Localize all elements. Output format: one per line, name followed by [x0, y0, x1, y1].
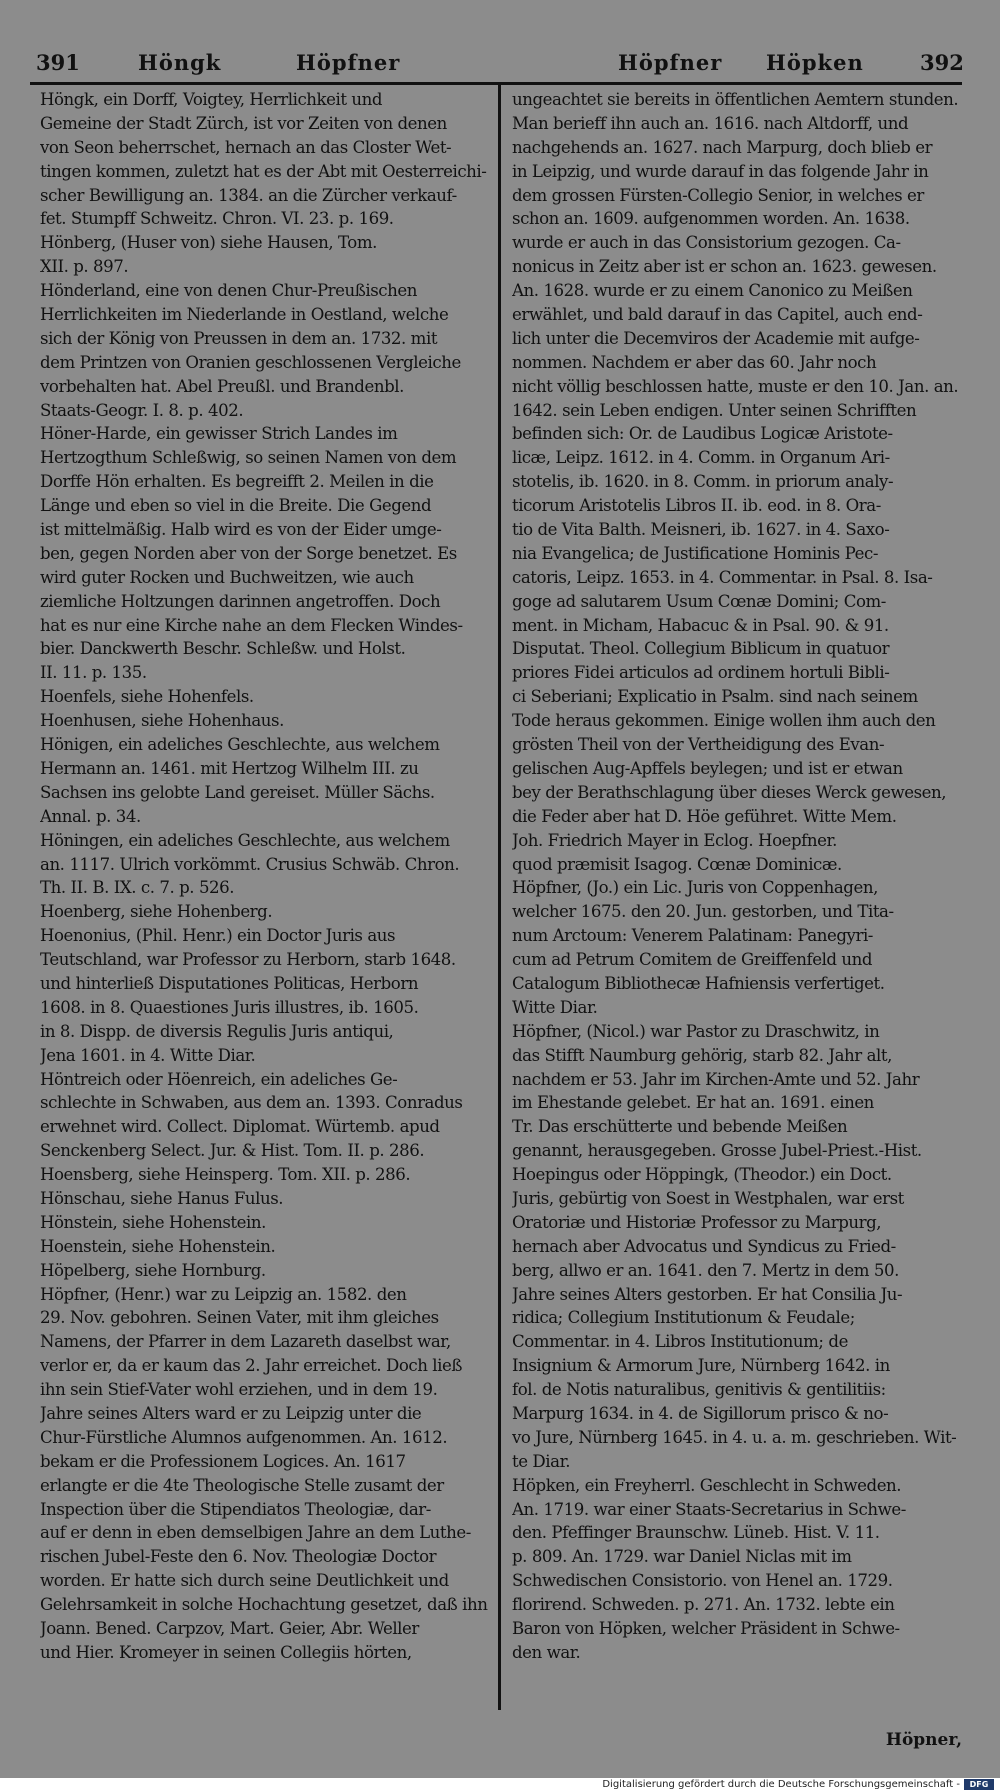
text-line: p. 809. An. 1729. war Daniel Niclas mit im: [512, 1547, 852, 1567]
text-line: schon an. 1609. aufgenommen worden. An. 1638.: [512, 209, 910, 229]
text-line: Namens, der Pfarrer in dem Lazareth daselbst war,: [40, 1332, 451, 1352]
column-divider: [498, 84, 501, 1710]
text-line: Man berieff ihn auch an. 1616. nach Altdorff, und: [512, 113, 909, 133]
text-line: Höningen, ein adeliches Geschlechte, aus welchem: [40, 830, 450, 850]
text-line: Juris, gebürtig von Soest in Westphalen, war erst: [512, 1188, 904, 1208]
text-line: Insignium & Armorum Jure, Nürnberg 1642. in: [512, 1356, 890, 1376]
text-line: den. Pfeffinger Braunschw. Lüneb. Hist. V. 11.: [512, 1523, 880, 1543]
text-line: das Stifft Naumburg gehörig, starb 82. Jahr alt,: [512, 1045, 892, 1065]
text-line: im Ehestande gelebet. Er hat an. 1691. einen: [512, 1093, 874, 1113]
text-line: tio de Vita Balth. Meisneri, ib. 1627. in 4. Saxo-: [512, 520, 890, 540]
text-line: Dorffe Hön erhalten. Es begreifft 2. Meilen in die: [40, 472, 434, 492]
text-line: welcher 1675. den 20. Jun. gestorben, und Tita-: [512, 902, 894, 922]
text-line: ziemliche Holtzungen darinnen angetroffen. Doch: [40, 591, 441, 611]
text-line: nonicus in Zeitz aber ist er schon an. 1623. gewesen.: [512, 257, 937, 277]
text-line: hat es nur eine Kirche nahe an dem Flecken Windes-: [40, 615, 463, 635]
text-line: und hinterließ Disputationes Politicas, Herborn: [40, 973, 419, 993]
text-line: nicht völlig beschlossen hatte, muste er den 10. Jan. an.: [512, 376, 959, 396]
text-line: ungeachtet sie bereits in öffentlichen Aemtern stunden.: [512, 90, 959, 109]
text-line: an. 1117. Ulrich vorkömmt. Crusius Schwäb. Chron.: [40, 854, 460, 874]
text-line: Schwedischen Consistorio. von Henel an. 1729.: [512, 1571, 893, 1591]
text-line: Senckenberg Select. Jur. & Hist. Tom. II. p. 286.: [40, 1141, 425, 1161]
text-line: grösten Theil von der Vertheidigung des Evan-: [512, 735, 885, 755]
text-line: Höntreich oder Höenreich, ein adeliches Ge-: [40, 1069, 398, 1089]
text-line: auf er denn in eben demselbigen Jahre an dem Luthe-: [40, 1523, 471, 1543]
text-line: Höngk, ein Dorff, Voigtey, Herrlichkeit und: [40, 90, 383, 109]
text-line: nachgehends an. 1627. nach Marpurg, doch blieb er: [512, 137, 933, 157]
text-line: Gelehrsamkeit in solche Hochachtung gesetzet, daß ihn: [40, 1595, 488, 1615]
text-line: nia Evangelica; de Justificatione Hominis Pec-: [512, 543, 878, 563]
text-line: goge ad salutarem Usum Cœnæ Domini; Com-: [512, 591, 886, 611]
right-column: [512, 88, 962, 1760]
text-line: 29. Nov. gebohren. Seinen Vater, mit ihm gleiches: [40, 1308, 439, 1328]
text-line: bey der Berathschlagung über dieses Werck gewesen,: [512, 782, 947, 802]
text-line: cum ad Petrum Comitem de Greiffenfeld und: [512, 950, 873, 970]
text-line: Inspection über die Stipendiatos Theologiæ, dar-: [40, 1499, 431, 1519]
text-line: erwehnet wird. Collect. Diplomat. Würtemb. apud: [40, 1117, 440, 1137]
text-line: schlechte in Schwaben, aus dem an. 1393. Conradus: [40, 1093, 463, 1113]
text-line: Hönigen, ein adeliches Geschlechte, aus welchem: [40, 735, 440, 755]
header-word-right-1: Höpfner: [618, 50, 723, 75]
text-line: Jahre seines Alters gestorben. Er hat Consilia Ju-: [512, 1284, 903, 1304]
text-line: von Seon beherrschet, hernach an das Closter Wet-: [40, 137, 452, 157]
text-line: nachdem er 53. Jahr im Kirchen-Amte und 52. Jahr: [512, 1069, 920, 1089]
text-line: Oratoriæ und Historiæ Professor zu Marpurg,: [512, 1212, 882, 1232]
text-line: Höner-Harde, ein gewisser Strich Landes im: [40, 424, 398, 444]
text-line: befinden sich: Or. de Laudibus Logicæ Aristote-: [512, 424, 893, 444]
footer-credit: Digitalisierung gefördert durch die Deutsche Forschungsgemeinschaft -: [602, 1779, 960, 1790]
text-line: ben, gegen Norden aber von der Sorge benetzet. Es: [40, 543, 457, 563]
text-line: quod præmisit Isagog. Cœnæ Dominicæ.: [512, 854, 842, 874]
text-line: fol. de Notis naturalibus, genitivis & gentilitiis:: [512, 1380, 886, 1400]
text-line: Hermann an. 1461. mit Hertzog Wilhelm III. zu: [40, 758, 419, 778]
text-line: Teutschland, war Professor zu Herborn, starb 1648.: [40, 950, 456, 970]
text-line: die Feder aber hat D. Höe geführet. Witte Mem.: [512, 806, 897, 826]
text-line: ridica; Collegium Institutionum & Feudale;: [512, 1308, 855, 1328]
text-line: Hoenstein, siehe Hohenstein.: [40, 1236, 276, 1256]
text-line: verlor er, da er kaum das 2. Jahr erreichet. Doch ließ: [40, 1356, 463, 1376]
text-line: tingen kommen, zuletzt hat es der Abt mit Oesterreichi-: [40, 161, 487, 181]
text-line: in Leipzig, und wurde darauf in das folgende Jahr in: [512, 161, 929, 181]
text-line: scher Bewilligung an. 1384. an die Zürcher verkauf-: [40, 185, 457, 205]
text-line: dem grossen Fürsten-Collegio Senior, in welches er: [512, 185, 924, 205]
text-line: Höpfner, (Nicol.) war Pastor zu Draschwitz, in: [512, 1021, 880, 1041]
text-line: Joann. Bened. Carpzov, Mart. Geier, Abr. Weller: [40, 1619, 419, 1638]
page-number-left: 391: [36, 50, 80, 75]
text-line: genannt, herausgegeben. Grosse Jubel-Priest.-Hist.: [512, 1141, 922, 1161]
text-line: Jahre seines Alters ward er zu Leipzig unter die: [40, 1403, 422, 1423]
text-line: te Diar.: [512, 1451, 571, 1471]
text-line: ist mittelmäßig. Halb wird es von der Eider umge-: [40, 520, 442, 540]
text-line: priores Fidei articulos ad ordinem hortuli Bibli-: [512, 663, 890, 683]
text-line: bier. Danckwerth Beschr. Schleßw. und Holst.: [40, 639, 406, 659]
text-line: stotelis, ib. 1620. in 8. Comm. in priorum analy-: [512, 472, 894, 492]
text-line: wird guter Rocken und Buchweitzen, wie auch: [40, 567, 414, 587]
text-line: Hoenonius, (Phil. Henr.) ein Doctor Juris aus: [40, 926, 396, 946]
text-line: Höpken, ein Freyherrl. Geschlecht in Schweden.: [512, 1475, 902, 1495]
text-line: Hoenfels, siehe Hohenfels.: [40, 687, 254, 707]
header-word-left-1: Höngk: [138, 50, 222, 75]
text-line: An. 1628. wurde er zu einem Canonico zu Meißen: [512, 281, 913, 301]
text-line: Hönberg, (Huser von) siehe Hausen, Tom.: [40, 233, 377, 253]
text-line: Hönstein, siehe Hohenstein.: [40, 1212, 266, 1232]
text-line: ticorum Aristotelis Libros II. ib. eod. in 8. Ora-: [512, 496, 881, 516]
text-line: sich der König von Preussen in dem an. 1732. mit: [40, 328, 438, 348]
text-line: Catalogum Bibliothecæ Hafniensis verfertiget.: [512, 973, 885, 993]
text-line: ci Seberiani; Explicatio in Psalm. sind nach seinem: [512, 687, 918, 707]
text-line: vo Jure, Nürnberg 1645. in 4. u. a. m. geschrieben. Wit-: [512, 1427, 957, 1447]
text-line: und Hier. Kromeyer in seinen Collegiis hörten,: [40, 1642, 412, 1662]
text-line: Höpfner, (Henr.) war zu Leipzig an. 1582. den: [40, 1284, 407, 1304]
footer-bar: [0, 1778, 1000, 1791]
text-line: catoris, Leipz. 1653. in 4. Commentar. in Psal. 8. Isa-: [512, 567, 933, 587]
header-rule: [30, 82, 962, 85]
text-line: Witte Diar.: [512, 997, 598, 1017]
text-line: lich unter die Decemviros der Academie mit aufge-: [512, 328, 920, 348]
text-line: vorbehalten hat. Abel Preußl. und Brandenbl.: [40, 376, 404, 396]
text-line: Staats-Geogr. I. 8. p. 402.: [40, 400, 244, 420]
text-line: Commentar. in 4. Libros Institutionum; de: [512, 1332, 848, 1352]
text-line: Hoenberg, siehe Hohenberg.: [40, 902, 273, 922]
header-word-right-2: Höpken: [766, 50, 864, 75]
text-line: Tode heraus gekommen. Einige wollen ihm auch den: [512, 711, 936, 731]
text-line: ment. in Micham, Habacuc & in Psal. 90. & 91.: [512, 615, 889, 635]
text-line: num Arctoum: Venerem Palatinam: Panegyri-: [512, 926, 873, 946]
text-line: Sachsen ins gelobte Land gereiset. Müller Sächs.: [40, 782, 435, 802]
text-line: nommen. Nachdem er aber das 60. Jahr noch: [512, 352, 877, 372]
text-line: Höpfner, (Jo.) ein Lic. Juris von Coppenhagen,: [512, 878, 878, 898]
text-line: Chur-Fürstliche Alumnos aufgenommen. An. 1612.: [40, 1427, 448, 1447]
text-line: Disputat. Theol. Collegium Biblicum in quatuor: [512, 639, 890, 659]
text-line: II. 11. p. 135.: [40, 663, 147, 683]
text-line: Hoensberg, siehe Heinsperg. Tom. XII. p. 286.: [40, 1165, 411, 1185]
text-line: licæ, Leipz. 1612. in 4. Comm. in Organum Ari-: [512, 448, 890, 468]
text-line: den war.: [512, 1642, 581, 1662]
text-line: ihn sein Stief-Vater wohl erziehen, und in dem 19.: [40, 1380, 438, 1400]
text-line: Gemeine der Stadt Zürch, ist vor Zeiten von denen: [40, 113, 447, 133]
text-line: Annal. p. 34.: [40, 806, 141, 826]
text-line: rischen Jubel-Feste den 6. Nov. Theologiæ Doctor: [40, 1547, 437, 1567]
text-line: Hoenhusen, siehe Hohenhaus.: [40, 711, 284, 731]
text-line: 1642. sein Leben endigen. Unter seinen Schrifften: [512, 400, 917, 420]
text-line: florirend. Schweden. p. 271. An. 1732. lebte ein: [512, 1595, 895, 1615]
text-line: berg, allwo er an. 1641. den 7. Mertz in dem 50.: [512, 1260, 899, 1280]
text-line: in 8. Dispp. de diversis Regulis Juris antiqui,: [40, 1021, 394, 1041]
text-line: Joh. Friedrich Mayer in Eclog. Hoepfner.: [512, 830, 837, 850]
text-line: bekam er die Professionem Logices. An. 1617: [40, 1451, 406, 1471]
text-line: Hertzogthum Schleßwig, so seinen Namen von dem: [40, 448, 457, 468]
text-line: dem Printzen von Oranien geschlossenen Vergleiche: [40, 352, 461, 372]
page-number-right: 392: [920, 50, 964, 75]
text-line: Th. II. B. IX. c. 7. p. 526.: [40, 878, 235, 898]
text-line: Hönschau, siehe Hanus Fulus.: [40, 1188, 284, 1208]
left-column: [40, 88, 492, 1760]
text-line: Tr. Das erschütterte und bebende Meißen: [512, 1117, 848, 1137]
text-line: gelischen Aug-Apffels beylegen; und ist er etwan: [512, 758, 903, 778]
text-line: wurde er auch in das Consistorium gezogen. Ca-: [512, 233, 901, 253]
dfg-logo: DFG: [964, 1779, 994, 1790]
text-line: Hönderland, eine von denen Chur-Preußischen: [40, 281, 417, 301]
catchword: Höpner,: [885, 1730, 962, 1750]
text-line: Länge und eben so viel in die Breite. Die Gegend: [40, 496, 432, 516]
text-line: fet. Stumpff Schweitz. Chron. VI. 23. p. 169.: [40, 209, 394, 229]
text-line: erlangte er die 4te Theologische Stelle zusamt der: [40, 1475, 444, 1495]
text-line: Marpurg 1634. in 4. de Sigillorum prisco & no-: [512, 1403, 889, 1423]
text-line: An. 1719. war einer Staats-Secretarius in Schwe-: [512, 1499, 906, 1519]
header-word-left-2: Höpfner: [296, 50, 401, 75]
text-line: Jena 1601. in 4. Witte Diar.: [40, 1045, 256, 1065]
text-line: XII. p. 897.: [40, 257, 129, 277]
text-line: erwählet, und bald darauf in das Capitel, auch end-: [512, 305, 923, 325]
text-line: Baron von Höpken, welcher Präsident in Schwe-: [512, 1619, 900, 1638]
text-line: 1608. in 8. Quaestiones Juris illustres, ib. 1605.: [40, 997, 419, 1017]
text-line: Höpelberg, siehe Hornburg.: [40, 1260, 266, 1280]
text-line: hernach aber Advocatus und Syndicus zu Fried-: [512, 1236, 896, 1256]
text-line: Hoepingus oder Höppingk, (Theodor.) ein Doct.: [512, 1165, 892, 1185]
text-line: Herrlichkeiten im Niederlande in Oestland, welche: [40, 305, 449, 325]
text-line: worden. Er hatte sich durch seine Deutlichkeit und: [40, 1571, 449, 1591]
